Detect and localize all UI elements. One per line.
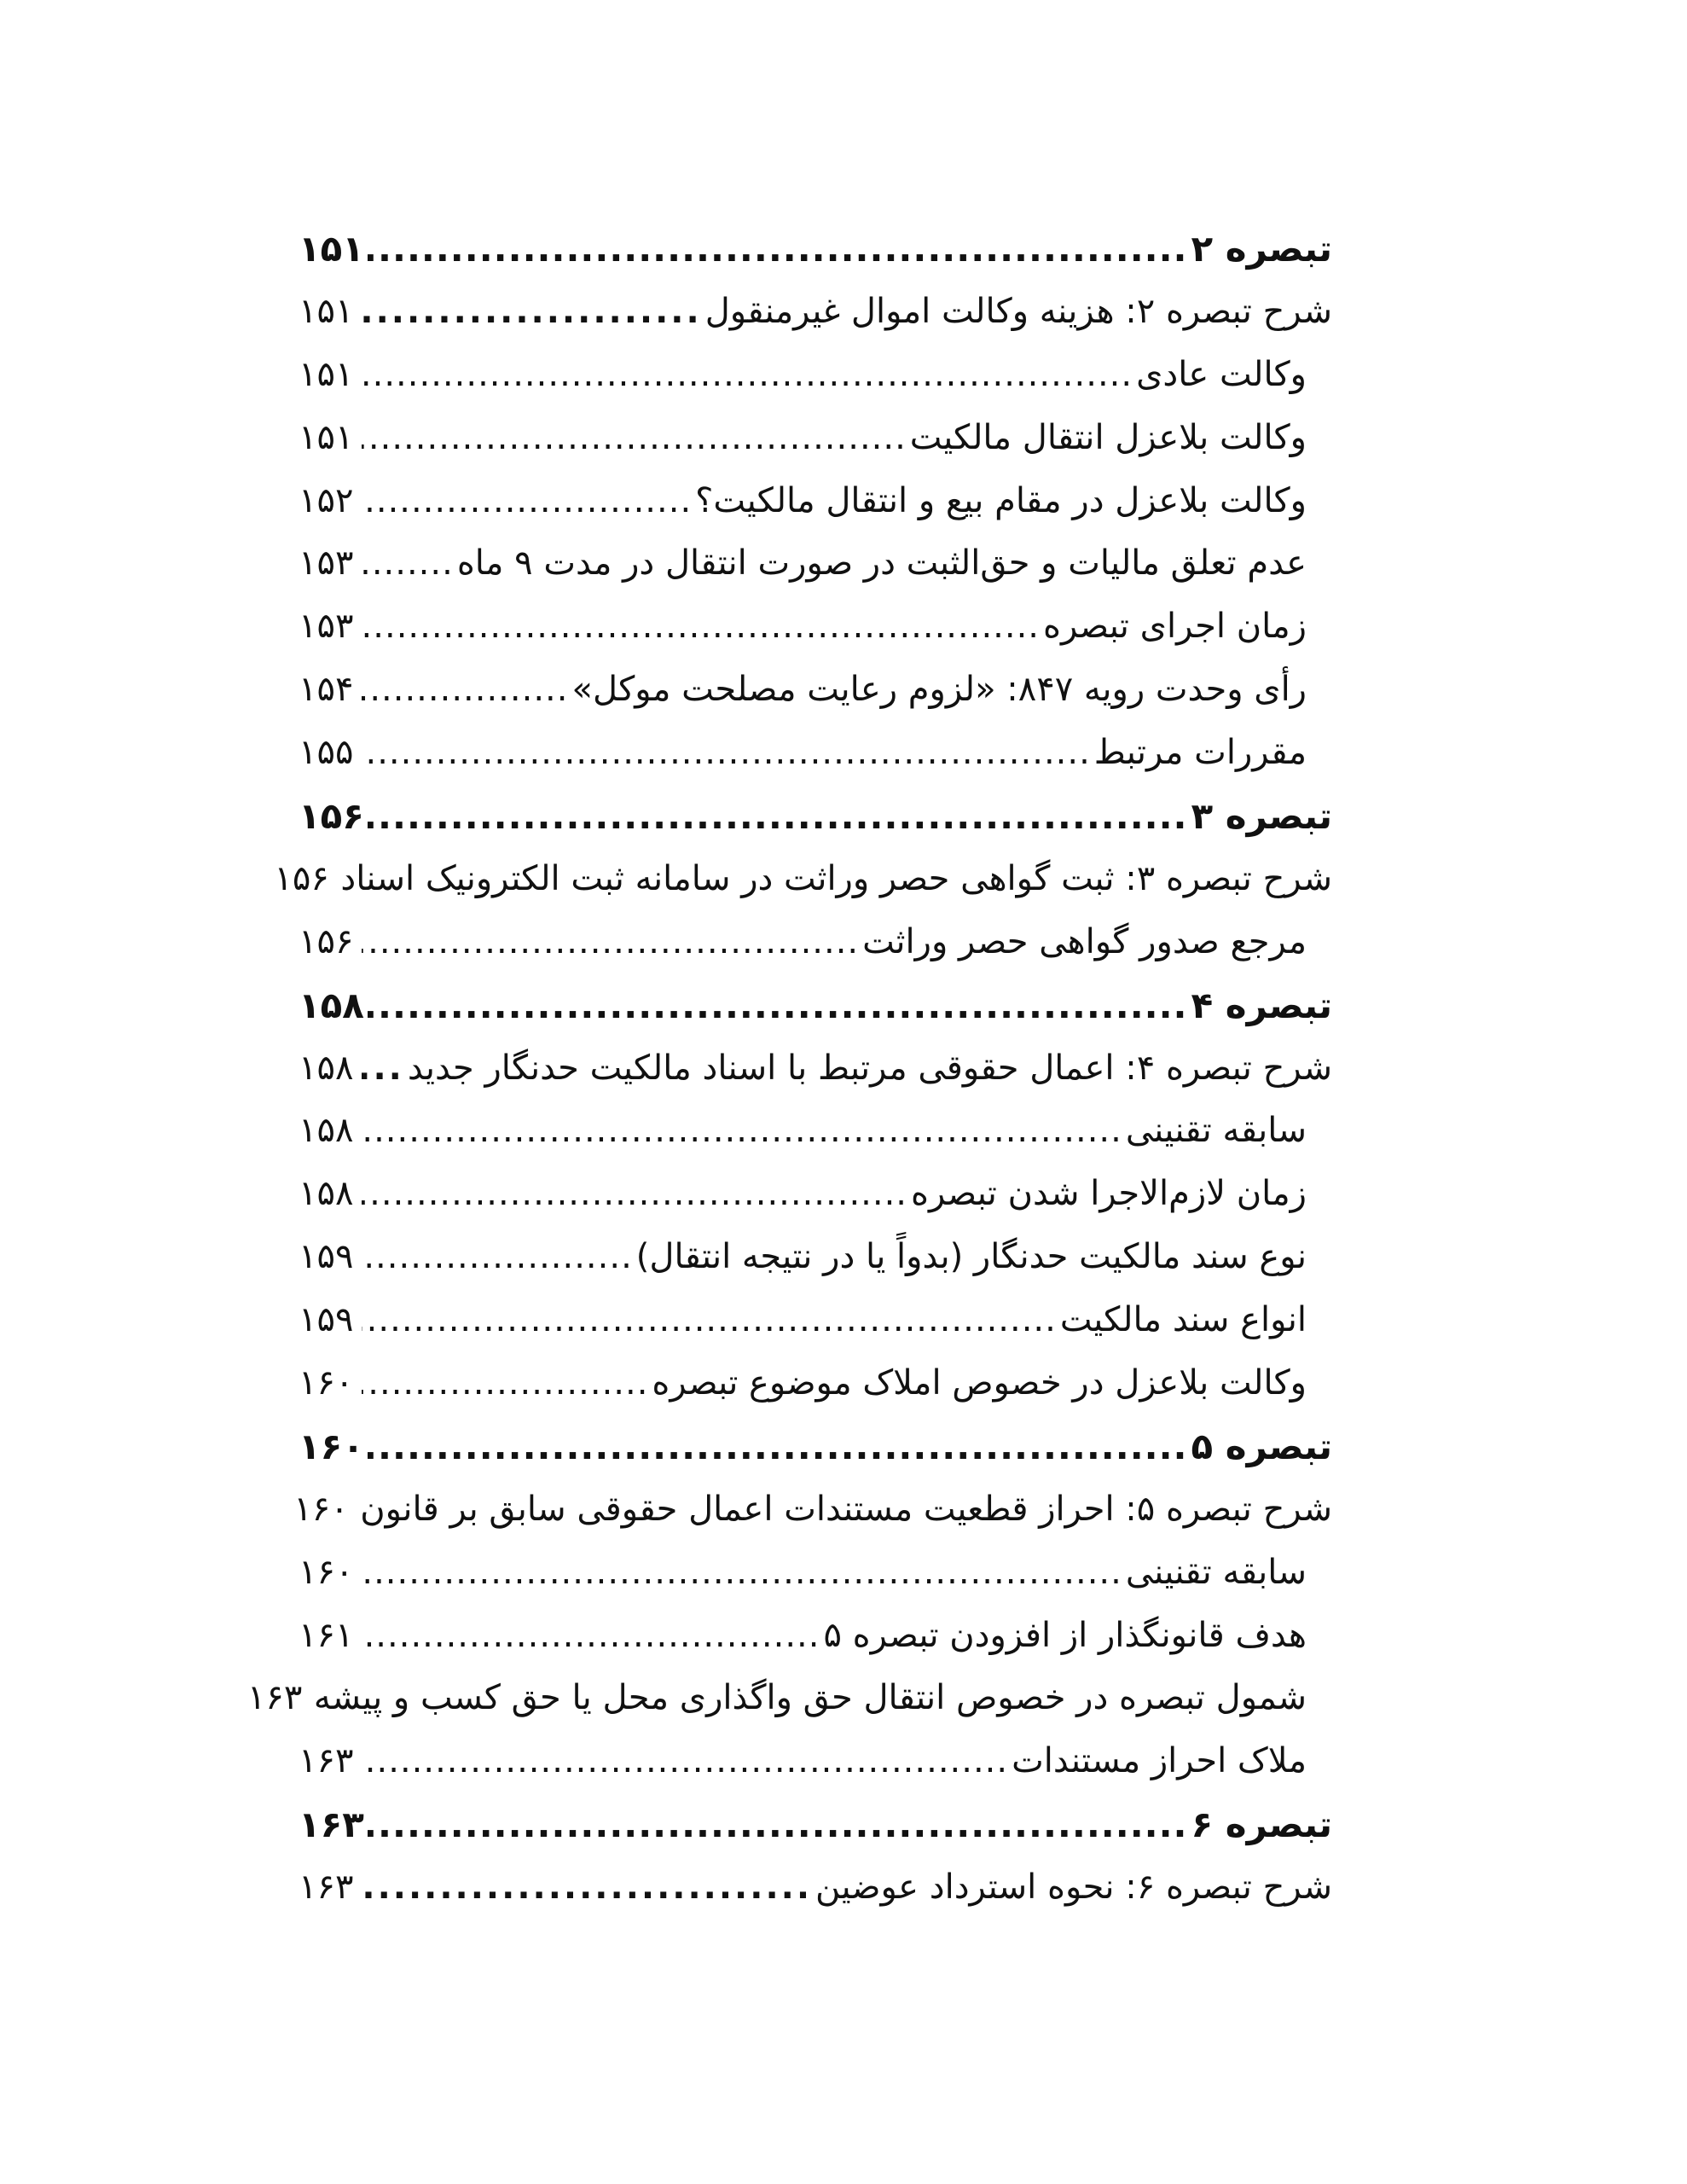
dot-leader xyxy=(362,1730,1008,1793)
toc-entry-title: نوع سند مالکیت حدنگار (بدواً یا در نتیجه انتقال) xyxy=(635,1237,1307,1277)
dot-leader xyxy=(362,281,702,344)
toc-entry-page: ۱۵۲ xyxy=(299,480,354,520)
toc-entry[interactable] xyxy=(299,1793,1332,1856)
toc-entry-page: ۱۶۳ xyxy=(299,1804,364,1846)
dot-leader xyxy=(362,1352,648,1415)
toc-entry[interactable] xyxy=(274,848,1332,911)
toc-entry-title: شمول تبصره در خصوص انتقال حق واگذاری محل یا حق کسب و پیشه xyxy=(313,1678,1307,1718)
dot-leader xyxy=(362,1605,820,1668)
dot-leader xyxy=(362,659,568,722)
toc-entry-title: سابقه تقنینی xyxy=(1125,1111,1307,1151)
toc-entry-page: ۱۶۱ xyxy=(299,1615,354,1655)
toc-entry[interactable] xyxy=(299,1730,1332,1793)
toc-entry[interactable] xyxy=(299,1100,1332,1163)
toc-entry-title: تبصره ۵ xyxy=(1191,1425,1332,1467)
toc-entry[interactable] xyxy=(299,1542,1332,1605)
toc-entry-title: وکالت عادی xyxy=(1136,354,1307,394)
toc-entry[interactable] xyxy=(299,722,1332,785)
toc-entry-title: مقررات مرتبط xyxy=(1093,733,1307,773)
toc-entry[interactable] xyxy=(299,281,1332,344)
toc-entry-page: ۱۵۱ xyxy=(299,354,354,394)
toc-entry[interactable] xyxy=(299,659,1332,722)
dot-leader xyxy=(362,1226,633,1289)
toc-entry-title: هدف قانونگذار از افزودن تبصره ۵ xyxy=(823,1615,1307,1655)
toc-entry-title: شرح تبصره ۶: نحوه استرداد عوضین xyxy=(815,1867,1332,1908)
toc-entry-page: ۱۵۴ xyxy=(299,670,354,710)
toc-entry-title: تبصره ۶ xyxy=(1191,1804,1332,1846)
toc-entry-page: ۱۵۸ xyxy=(299,1174,354,1214)
toc-entry-title: مرجع صدور گواهی حصر وراثت xyxy=(862,921,1307,961)
dot-leader xyxy=(362,911,859,974)
toc-entry[interactable] xyxy=(299,1289,1332,1352)
dot-leader xyxy=(368,785,1188,848)
toc-entry-page: ۱۶۳ xyxy=(299,1867,354,1908)
toc-entry-title: شرح تبصره ۲: هزینه وکالت اموال غیرمنقول xyxy=(704,291,1332,331)
toc-entry-title: تبصره ۲ xyxy=(1191,228,1332,270)
toc-entry-title: انواع سند مالکیت xyxy=(1059,1300,1307,1340)
toc-entry[interactable] xyxy=(299,974,1332,1037)
toc-entry-title: زمان اجرای تبصره xyxy=(1043,607,1307,647)
toc-entry[interactable] xyxy=(299,407,1332,470)
toc-entry[interactable] xyxy=(299,1605,1332,1668)
toc-entry-page: ۱۶۳ xyxy=(299,1741,354,1781)
toc-entry-page: ۱۵۶ xyxy=(274,858,329,898)
dot-leader xyxy=(368,1415,1188,1478)
toc-entry-title: شرح تبصره ۵: احراز قطعیت مستندات اعمال حقوقی سابق بر قانون xyxy=(360,1489,1332,1529)
dot-leader xyxy=(362,407,907,470)
toc-entry-title: سابقه تقنینی xyxy=(1125,1552,1307,1592)
toc-entry-page: ۱۶۰ xyxy=(299,1363,354,1403)
toc-entry[interactable] xyxy=(299,911,1332,974)
toc-entry-title: عدم تعلق مالیات و حق‌الثبت در صورت انتقال در مدت ۹ ماه xyxy=(456,543,1307,584)
toc-entry[interactable] xyxy=(299,344,1332,407)
toc-entry[interactable] xyxy=(299,532,1332,595)
toc-entry-page: ۱۵۹ xyxy=(299,1300,354,1340)
dot-leader xyxy=(362,1037,404,1101)
toc-entry[interactable] xyxy=(299,1163,1332,1226)
toc-entry[interactable] xyxy=(299,1352,1332,1415)
toc-entry[interactable] xyxy=(299,785,1332,848)
toc-entry-title: وکالت بلاعزل در مقام بیع و انتقال مالکیت؟ xyxy=(695,480,1307,520)
toc-entry-page: ۱۵۳ xyxy=(299,607,354,647)
toc-entry-page: ۱۵۶ xyxy=(299,795,364,838)
toc-entry-title: تبصره ۳ xyxy=(1191,795,1332,838)
toc-entry-page: ۱۵۵ xyxy=(299,733,354,773)
toc-entry-page: ۱۵۹ xyxy=(299,1237,354,1277)
toc-entry-page: ۱۵۱ xyxy=(299,417,354,457)
dot-leader xyxy=(368,218,1188,281)
toc-entry-title: وکالت بلاعزل در خصوص املاک موضوع تبصره xyxy=(652,1363,1307,1403)
toc-entry[interactable] xyxy=(299,470,1332,533)
toc-entry-page: ۱۶۰ xyxy=(293,1489,349,1529)
dot-leader xyxy=(362,470,692,533)
toc-entry-title: رأی وحدت رویه ۸۴۷: «لزوم رعایت مصلحت موکل» xyxy=(571,670,1307,710)
toc-entry-page: ۱۶۳ xyxy=(246,1678,303,1718)
toc-entry[interactable] xyxy=(293,1478,1332,1542)
toc-entry[interactable] xyxy=(299,218,1332,281)
dot-leader xyxy=(362,532,454,595)
dot-leader xyxy=(362,1289,1057,1352)
toc-entry-page: ۱۵۸ xyxy=(299,1048,354,1088)
dot-leader xyxy=(368,974,1188,1037)
dot-leader xyxy=(362,722,1091,785)
dot-leader xyxy=(368,1793,1188,1856)
toc-entry-title: وکالت بلاعزل انتقال مالکیت xyxy=(909,417,1307,457)
toc-entry[interactable] xyxy=(299,1226,1332,1289)
toc-entry-title: زمان لازم‌الاجرا شدن تبصره xyxy=(911,1174,1307,1214)
dot-leader xyxy=(362,1163,907,1226)
toc-entry-title: شرح تبصره ۳: ثبت گواهی حصر وراثت در سامانه ثبت الکترونیک اسناد xyxy=(340,858,1332,898)
toc-entry-page: ۱۵۱ xyxy=(299,228,364,270)
toc-entry-page: ۱۵۸ xyxy=(299,1111,354,1151)
toc-entry-page: ۱۵۸ xyxy=(299,984,364,1026)
dot-leader xyxy=(362,1100,1122,1163)
toc-entry-title: شرح تبصره ۴: اعمال حقوقی مرتبط با اسناد مالکیت حدنگار جدید xyxy=(407,1048,1332,1088)
toc-entry-page: ۱۶۰ xyxy=(299,1425,364,1467)
toc-entry-page: ۱۵۶ xyxy=(299,921,354,961)
toc-entry-title: ملاک احراز مستندات xyxy=(1012,1741,1307,1781)
toc-entry-page: ۱۶۰ xyxy=(299,1552,354,1592)
toc-entry-title: تبصره ۴ xyxy=(1191,984,1332,1026)
dot-leader xyxy=(362,595,1040,659)
dot-leader xyxy=(362,1542,1122,1605)
toc-entry[interactable] xyxy=(299,1856,1332,1920)
toc-entry[interactable] xyxy=(299,1037,1332,1101)
table-of-contents xyxy=(246,218,1332,1920)
dot-leader xyxy=(362,344,1133,407)
toc-entry-page: ۱۵۳ xyxy=(299,543,354,584)
toc-entry[interactable] xyxy=(246,1667,1332,1730)
toc-entry[interactable] xyxy=(299,595,1332,659)
toc-entry-page: ۱۵۱ xyxy=(299,291,354,331)
dot-leader xyxy=(362,1856,812,1920)
toc-entry[interactable] xyxy=(299,1415,1332,1478)
